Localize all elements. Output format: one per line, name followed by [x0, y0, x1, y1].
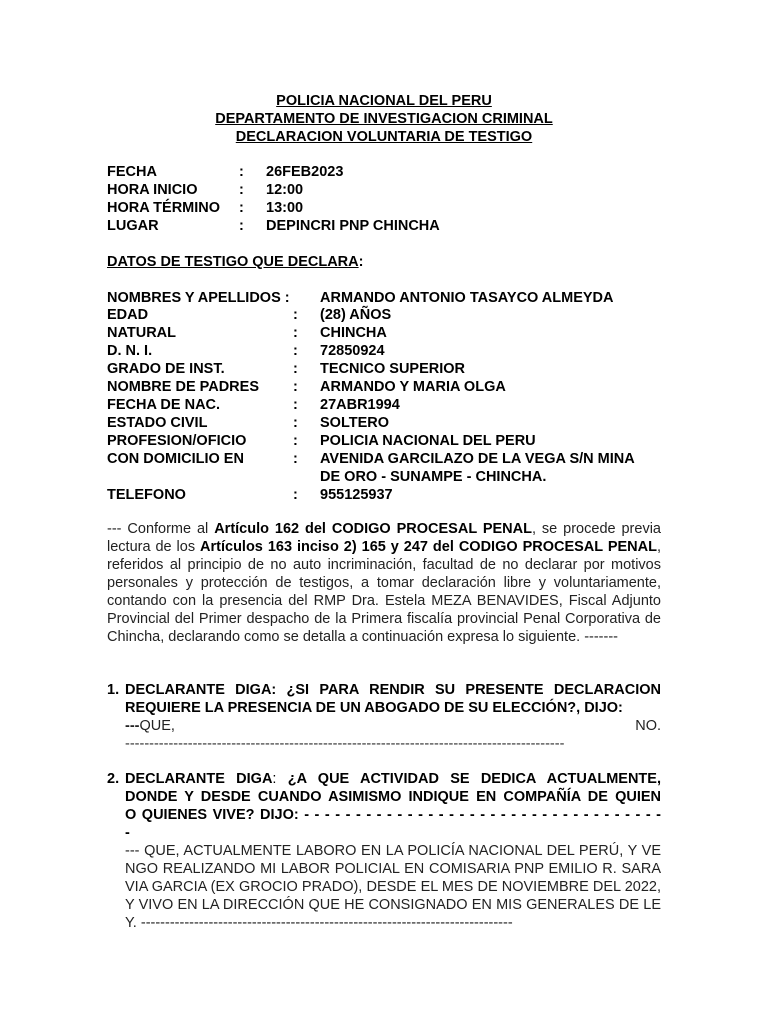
witness-value: ARMANDO Y MARIA OLGA [320, 379, 506, 395]
witness-value: CHINCHA [320, 325, 387, 341]
intro-text: , se procede previa lectura de los [107, 521, 661, 555]
witness-colon: : [293, 361, 298, 377]
witness-colon: : [293, 433, 298, 449]
question-line: DONDE Y DESDE CUANDO ASIMISMO INDIQUE EN COMPAÑÍA DE QUIEN [125, 789, 661, 805]
witness-value: TECNICO SUPERIOR [320, 361, 466, 377]
question-2 [107, 770, 661, 932]
witness-value: SOLTERO [320, 415, 390, 431]
answer-dash: --- [125, 718, 140, 734]
header-line-1: POLICIA NACIONAL DEL PERU [276, 93, 492, 109]
witness-colon: : [293, 325, 298, 341]
witness-value: ARMANDO ANTONIO TASAYCO ALMEYDA [320, 290, 614, 306]
witness-label: CON DOMICILIO EN [107, 451, 244, 467]
witness-value: POLICIA NACIONAL DEL PERU [320, 433, 536, 449]
meta-value: 12:00 [266, 182, 304, 198]
witness-value: DE ORO - SUNAMPE - CHINCHA. [320, 469, 547, 485]
question-line: REQUIERE LA PRESENCIA DE UN ABOGADO DE SU ELECCIÓN?, DIJO: [125, 700, 623, 716]
question-body [125, 770, 661, 932]
witness-label: EDAD [107, 307, 149, 323]
question-1 [107, 681, 661, 753]
answer-paragraph: --- QUE, ACTUALMENTE LABORO EN LA POLICÍA NACIONAL DEL PERÚ, Y VENGO REALIZANDO MI LABOR POLICIAL EN COMISARIA PNP EMILIO R. SARAVIA GARCIA (EX GROCIO PRADO), DESDE EL MES DE NOVIEMBRE DEL 2022, Y VIVO EN LA DIRECCIÓN QUE HE CONSIGNADO EN MIS GENERALES DE LEY. ----------------------------------------------------------------------------- [125, 843, 661, 931]
question-line: O QUIENES VIVE? DIJO: - - - - - - - - - - - - - - - - - - - - - - - - - - - - - - - - - - - [125, 807, 661, 823]
answer-line [125, 717, 661, 735]
question-lead: DECLARANTE DIGA [125, 771, 273, 787]
witness-value: 27ABR1994 [320, 397, 400, 413]
witness-label: NOMBRE DE PADRES [107, 379, 259, 395]
witness-value: (28) AÑOS [320, 307, 392, 323]
meta-colon: : [239, 218, 244, 234]
meta-value: 26FEB2023 [266, 164, 344, 180]
witness-colon: : [293, 397, 298, 413]
witness-value: 955125937 [320, 487, 393, 503]
intro-text: --- Conforme al [107, 521, 215, 537]
question-number: 2. [107, 771, 120, 787]
witness-colon: : [293, 379, 298, 395]
witness-label: NOMBRES Y APELLIDOS : [107, 290, 290, 306]
question-lead-colon: : [272, 771, 288, 787]
question-line: DECLARANTE DIGA: ¿SI PARA RENDIR SU PRESENTE DECLARACION [125, 682, 661, 698]
answer-text: NO. [635, 718, 661, 734]
witness-label: FECHA DE NAC. [107, 397, 221, 413]
meta-label: FECHA [107, 164, 157, 180]
witness-colon: : [293, 307, 298, 323]
section-title-suffix: : [358, 254, 364, 270]
question-line: - [125, 825, 130, 841]
section-title [107, 253, 363, 271]
question-number: 1. [107, 682, 120, 698]
witness-label: NATURAL [107, 325, 176, 341]
intro-bold: Artículos 163 inciso 2) 165 y 247 del CODIGO PROCESAL PENAL [200, 539, 657, 555]
witness-value: AVENIDA GARCILAZO DE LA VEGA S/N MINA [320, 451, 635, 467]
witness-colon: : [293, 415, 298, 431]
witness-colon: : [293, 451, 298, 467]
witness-label: GRADO DE INST. [107, 361, 225, 377]
meta-colon: : [239, 164, 244, 180]
witness-label: PROFESION/OFICIO [107, 433, 247, 449]
meta-colon: : [239, 200, 244, 216]
intro-bold: Artículo 162 del CODIGO PROCESAL PENAL [214, 521, 532, 537]
answer-text: QUE, [139, 718, 175, 734]
question-line [125, 770, 661, 788]
header-line-2: DEPARTAMENTO DE INVESTIGACION CRIMINAL [215, 111, 553, 127]
intro-paragraph [107, 520, 661, 646]
dash-filler: ------------------------------------------------------------------------------------------- [125, 736, 565, 752]
intro-text: , referidos al principio de no auto incriminación, facultad de no declarar por motivos personales y protección de testigos, a tomar declaración libre y voluntariamente, contando con la presencia del RMP Dra. Estela MEZA BENAVIDES, Fiscal Adjunto Provincial del Primer despacho de la Primera fiscalía provincial Penal Corporativa de Chincha, declarando como se detalla a continuación expresa lo siguiente. ------- [107, 539, 661, 645]
question-body [125, 681, 661, 753]
witness-label: D. N. I. [107, 343, 153, 359]
question-text: ¿A QUE ACTIVIDAD SE DEDICA ACTUALMENTE, [287, 771, 661, 787]
witness-colon: : [293, 487, 298, 503]
meta-label: HORA TÉRMINO [107, 200, 221, 216]
meta-colon: : [239, 182, 244, 198]
witness-label: TELEFONO [107, 487, 186, 503]
witness-label: ESTADO CIVIL [107, 415, 208, 431]
meta-label: LUGAR [107, 218, 159, 234]
witness-colon: : [293, 343, 298, 359]
header-line-3: DECLARACION VOLUNTARIA DE TESTIGO [235, 129, 533, 145]
meta-label: HORA INICIO [107, 182, 198, 198]
meta-value: DEPINCRI PNP CHINCHA [266, 218, 440, 234]
section-title-text: DATOS DE TESTIGO QUE DECLARA [107, 254, 359, 270]
meta-value: 13:00 [266, 200, 304, 216]
witness-value: 72850924 [320, 343, 385, 359]
